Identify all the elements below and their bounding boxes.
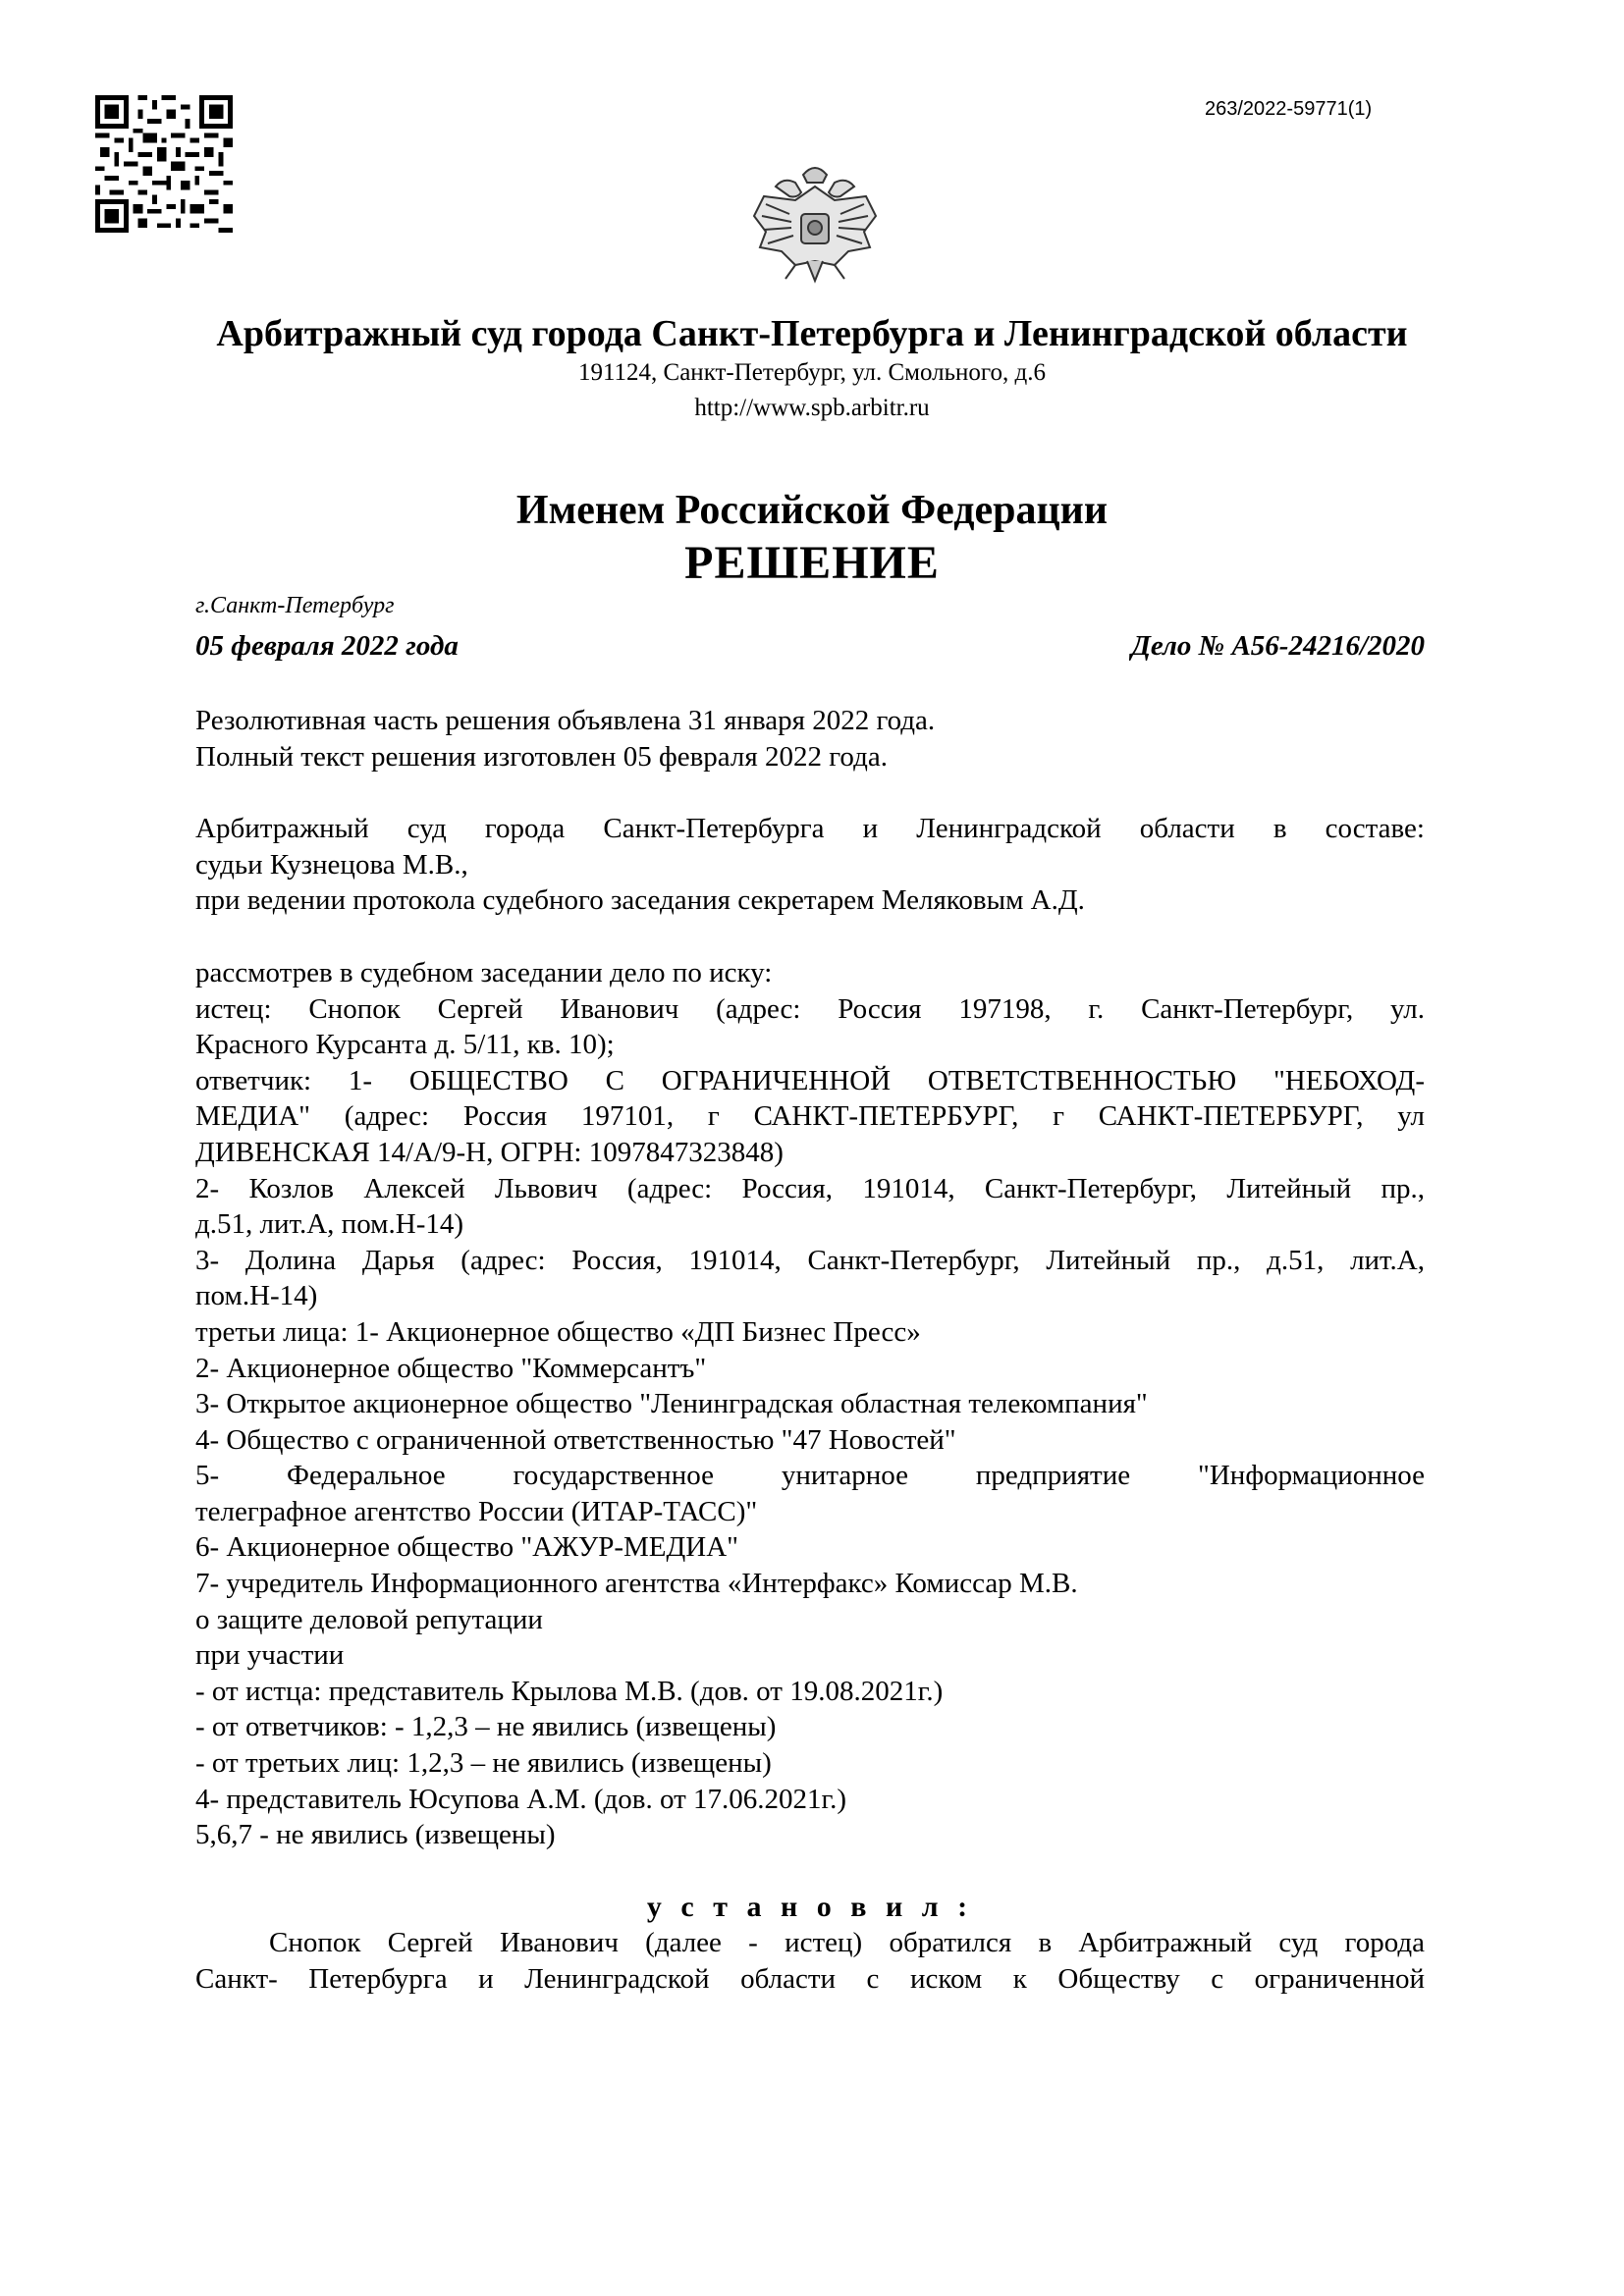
third-party-4: 4- Общество с ограниченной ответственностью "47 Новостей" [195, 1423, 956, 1456]
court-url: http://www.spb.arbitr.ru [694, 395, 930, 421]
document-id: 263/2022-59771(1) [1205, 98, 1373, 120]
defendant-1-line-a: ответчик: 1- ОБЩЕСТВО С ОГРАНИЧЕННОЙ ОТВЕТСТВЕННОСТЬЮ "НЕБОХОД- [195, 1064, 1425, 1096]
court-title: Арбитражный суд города Санкт-Петербурга и Ленинградской области [216, 313, 1408, 354]
defendant-2-line-a: 2- Козлов Алексей Львович (адрес: Россия, 191014, Санкт-Петербург, Литейный пр., [195, 1172, 1425, 1204]
decision-heading: РЕШЕНИЕ [684, 537, 940, 589]
established-heading: у с т а н о в и л : [646, 1890, 974, 1923]
name-of-federation-heading: Именем Российской Федерации [515, 488, 1109, 533]
full-text-made: Полный текст решения изготовлен 05 февраля 2022 года. [195, 740, 888, 773]
judge: судьи Кузнецова М.В., [195, 848, 468, 881]
defendant-1-line-b: МЕДИА" (адрес: Россия 197101, г САНКТ-ПЕТЕРБУРГ, г САНКТ-ПЕТЕРБУРГ, ул [195, 1100, 1425, 1133]
qr-code [95, 95, 233, 233]
third-party-6: 6- Акционерное общество "АЖУР-МЕДИА" [195, 1531, 739, 1564]
secretary: при ведении протокола судебного заседания секретарем Меляковым А.Д. [195, 884, 1085, 917]
third-party-3: 3- Открытое акционерное общество "Ленинградская областная телекомпания" [195, 1388, 1148, 1420]
document-body [195, 703, 1425, 1998]
defendant-3-line-b: пом.Н-14) [195, 1280, 318, 1312]
from-third-parties: - от третьих лиц: 1,2,3 – не явились (извещены) [195, 1747, 772, 1780]
plaintiff-line-1: истец: Снопок Сергей Иванович (адрес: Россия 197198, г. Санкт-Петербург, ул. [195, 992, 1425, 1025]
third-party-5-line-b: телеграфное агентство России (ИТАР-ТАСС)" [195, 1495, 758, 1527]
resolution-announced: Резолютивная часть решения объявлена 31 января 2022 года. [195, 705, 936, 736]
plaintiff-line-2: Красного Курсанта д. 5/11, кв. 10); [195, 1029, 615, 1061]
parties-5-6-7: 5,6,7 - не явились (извещены) [195, 1819, 556, 1851]
decision-date: 05 февраля 2022 года [195, 630, 459, 662]
third-party-2: 2- Акционерное общество "Коммерсантъ" [195, 1352, 707, 1384]
city: г.Санкт-Петербург [195, 593, 395, 618]
from-plaintiff: - от истца: представитель Крылова М.В. (дов. от 19.08.2021г.) [195, 1675, 944, 1707]
court-address: 191124, Санкт-Петербург, ул. Смольного, д.6 [577, 359, 1047, 386]
third-party-7: 7- учредитель Информационного агентства «Интерфакс» Комиссар М.В. [195, 1568, 1078, 1600]
paragraph-line-1: Снопок Сергей Иванович (далее - истец) обратился в Арбитражный суд города [269, 1927, 1425, 1959]
defendant-2-line-b: д.51, лит.А, пом.Н-14) [195, 1208, 464, 1241]
third-party-1: третьи лица: 1- Акционерное общество «ДП Бизнес Пресс» [195, 1315, 921, 1348]
considered: рассмотрев в судебном заседании дело по иску: [195, 956, 773, 988]
participation: при участии [195, 1639, 345, 1672]
defendant-1-line-c: ДИВЕНСКАЯ 14/А/9-Н, ОГРН: 1097847323848) [195, 1136, 784, 1168]
subject: о защите деловой репутации [195, 1603, 543, 1635]
representative-4: 4- представитель Юсупова А.М. (дов. от 17.06.2021г.) [195, 1783, 847, 1815]
court-composition: Арбитражный суд города Санкт-Петербурга и Ленинградской области в составе: [195, 813, 1425, 845]
coat-of-arms-emblem [746, 157, 884, 294]
defendant-3-line-a: 3- Долина Дарья (адрес: Россия, 191014, Санкт-Петербург, Литейный пр., д.51, лит.А, [195, 1244, 1425, 1276]
case-number: Дело № А56-24216/2020 [1131, 630, 1425, 662]
from-defendants: - от ответчиков: - 1,2,3 – не явились (извещены) [195, 1711, 777, 1743]
third-party-5-line-a: 5- Федеральное государственное унитарное предприятие "Информационное [195, 1460, 1425, 1492]
paragraph-line-2: Санкт- Петербурга и Ленинградской области с иском к Обществу с ограниченной [195, 1963, 1425, 1995]
